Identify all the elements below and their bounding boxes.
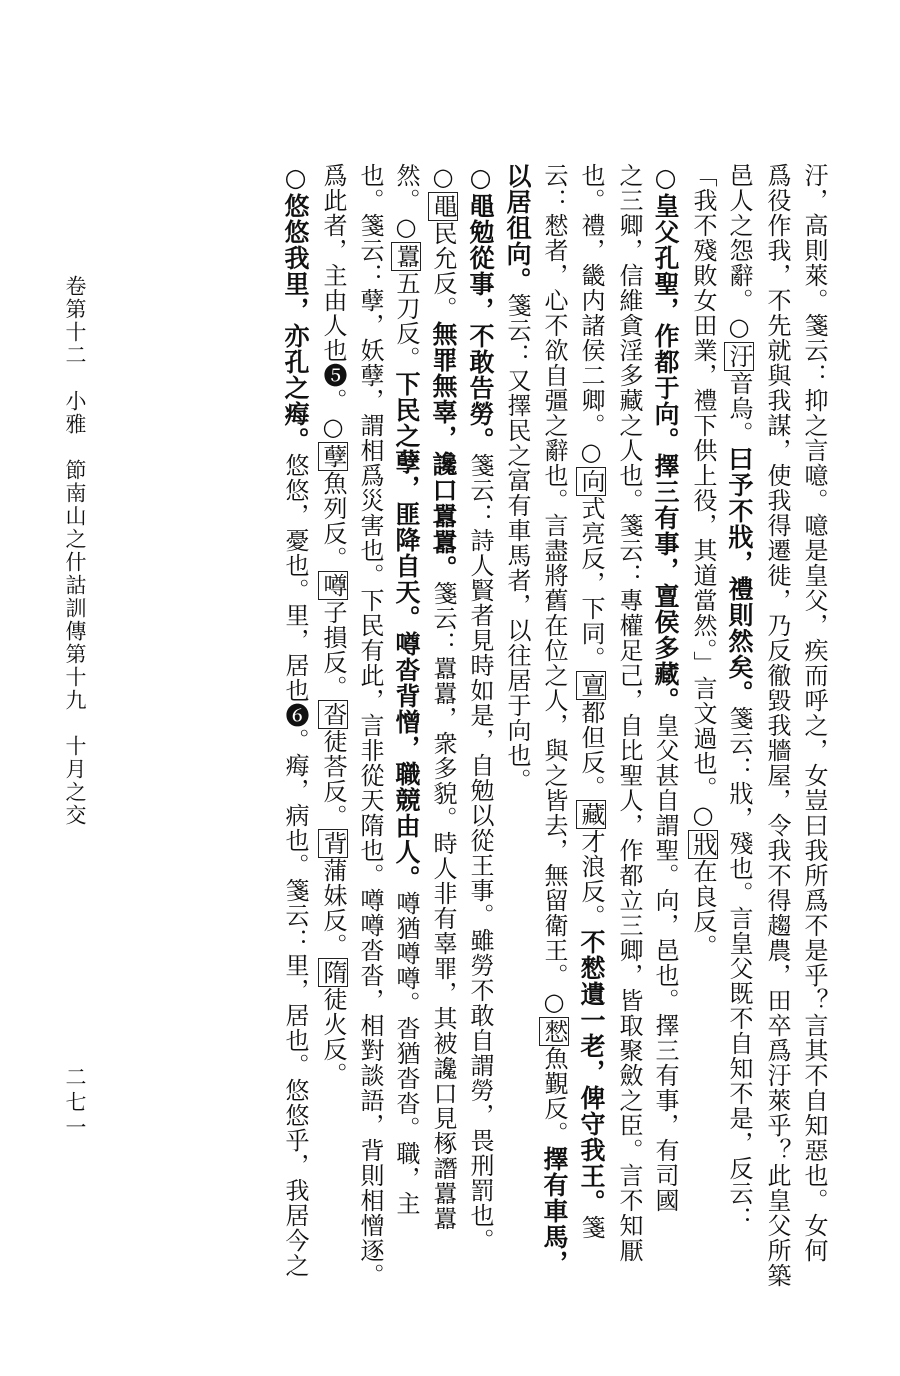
text-column (388, 163, 425, 1303)
verse-text: 曰予不戕，禮則然矣。 (725, 446, 754, 706)
text-column (573, 163, 610, 1303)
commentary-text: 子損反。 (319, 600, 347, 700)
verse-text: 以居徂向。 (503, 163, 532, 293)
verse-text: 噂沓背憎，職競由人。 (392, 631, 421, 891)
boxed-character: 汙 (725, 344, 753, 369)
text-column (610, 163, 647, 1303)
commentary-text: 云：憖者，心不欲自彊之辭也。言盡將舊在位之人，與之皆去，無留衛王。○ (540, 163, 568, 1017)
commentary-text: 箋云：戕，殘也。言皇父既不自知不是，反云： (725, 706, 753, 1231)
boxed-character: 憖 (540, 1019, 568, 1044)
boxed-character: 隋 (319, 960, 347, 985)
commentary-text: 徒火反。 (319, 987, 347, 1087)
boxed-character: 向 (577, 469, 605, 494)
text-column (499, 163, 536, 1303)
commentary-text: 也。箋云：孽，妖孽，謂相爲災害也。下民有此，言非從天隋也。噂噂沓沓，相對談語，背則相憎逐。 (356, 163, 384, 1288)
boxed-character: 囂 (392, 244, 420, 269)
commentary-text: 蒲妹反。 (319, 858, 347, 958)
commentary-text: 式亮反，下同。 (577, 496, 605, 671)
boxed-character: 孽 (319, 444, 347, 469)
commentary-text: 爲此者，主由人也❺。○ (319, 163, 347, 442)
commentary-text: 「我不殘敗女田業，禮下供上役，其道當然。」言文過也。○ (689, 163, 717, 830)
commentary-text: 音烏。 (725, 371, 753, 446)
boxed-character: 戕 (689, 832, 717, 857)
commentary-text: 噂猶噂噂。沓猶沓沓。職，主 (392, 891, 420, 1216)
commentary-text: 之三卿，信維貪淫多藏之人也。箋云：專權足己，自比聖人，作都立三卿，皆取聚斂之臣。言不知厭 (615, 163, 643, 1263)
boxed-character: 亶 (577, 673, 605, 698)
verse-text: 擇三有事，亶侯多藏。 (651, 453, 680, 713)
boxed-character: 背 (319, 831, 347, 856)
commentary-text: 皇父甚自謂聖。向，邑也。擇三有事，有司國 (651, 713, 679, 1213)
verse-text: ○皇父孔聖，作都于向。 (651, 163, 680, 453)
verse-text: ○悠悠我里，亦孔之痗。 (281, 163, 310, 453)
verse-text: 不憖遺一老，俾守我王。 (577, 929, 606, 1215)
boxed-character: 黽 (429, 194, 457, 219)
commentary-text: 箋云：詩人賢者見時如是，自勉以從王事。雖勞不敢自謂勞，畏刑罰也。 (466, 453, 494, 1253)
text-column (425, 163, 462, 1303)
commentary-text: 邑人之怨辭。○ (725, 163, 753, 342)
commentary-text: 然。○ (392, 163, 420, 242)
verse-text: ○黽勉從事，不敢告勞。 (466, 163, 495, 453)
commentary-text: 悠悠，憂也。里，居也❻。痗，病也。箋云：里，居也。悠悠乎，我居今之 (281, 453, 309, 1278)
text-column (536, 163, 573, 1303)
commentary-text: 在良反。 (689, 859, 717, 959)
boxed-character: 藏 (577, 802, 605, 827)
text-column (721, 163, 758, 1303)
text-column (462, 163, 499, 1303)
commentary-text: 箋 (577, 1215, 605, 1240)
verse-text: 下民之孽，匪降自天。 (392, 371, 421, 631)
text-column (684, 163, 721, 1303)
commentary-text: 箋云：又擇民之富有車馬者，以往居于向也。 (503, 293, 531, 793)
commentary-text: 箋云：囂囂，衆多貌。時人非有辜罪，其被讒口見椓譖囂囂 (429, 581, 457, 1231)
boxed-character: 沓 (319, 702, 347, 727)
text-column (277, 163, 314, 1303)
verse-text: 無罪無辜，讒口囂囂。 (429, 321, 458, 581)
text-column (758, 163, 795, 1303)
commentary-text: 徒荅反。 (319, 729, 347, 829)
commentary-text: 都但反。 (577, 700, 605, 800)
boxed-character: 噂 (319, 573, 347, 598)
commentary-text: 爲役作我，不先就與我謀，使我得遷徙，乃反徹毀我牆屋，令我不得趨農，田卒爲汙萊乎？此皇父所築 (763, 163, 791, 1288)
commentary-text: 汙，高則萊。箋云：抑之言噫。噫是皇父，疾而呼之，女豈曰我所爲不是乎？言其不自知惡也。女何 (800, 163, 828, 1263)
commentary-text: 才浪反。 (577, 829, 605, 929)
verse-text: 擇有車馬， (540, 1146, 569, 1276)
text-columns (72, 163, 832, 1303)
commentary-text: 也。禮，畿内諸侯二卿。○ (577, 163, 605, 467)
commentary-text: 五刀反。 (392, 271, 420, 371)
commentary-text: 魚列反。 (319, 471, 347, 571)
text-column (351, 163, 388, 1303)
commentary-text: 民允反。 (429, 221, 457, 321)
running-head: 卷第十二 小雅 節南山之什詁訓傳第十九 十月之交 (63, 275, 87, 827)
commentary-text: ○ (429, 163, 457, 192)
commentary-text: 魚覲反。 (540, 1046, 568, 1146)
text-column (795, 163, 832, 1303)
text-column (314, 163, 351, 1303)
text-column (647, 163, 684, 1303)
page-number: 二七一 (63, 1066, 87, 1141)
